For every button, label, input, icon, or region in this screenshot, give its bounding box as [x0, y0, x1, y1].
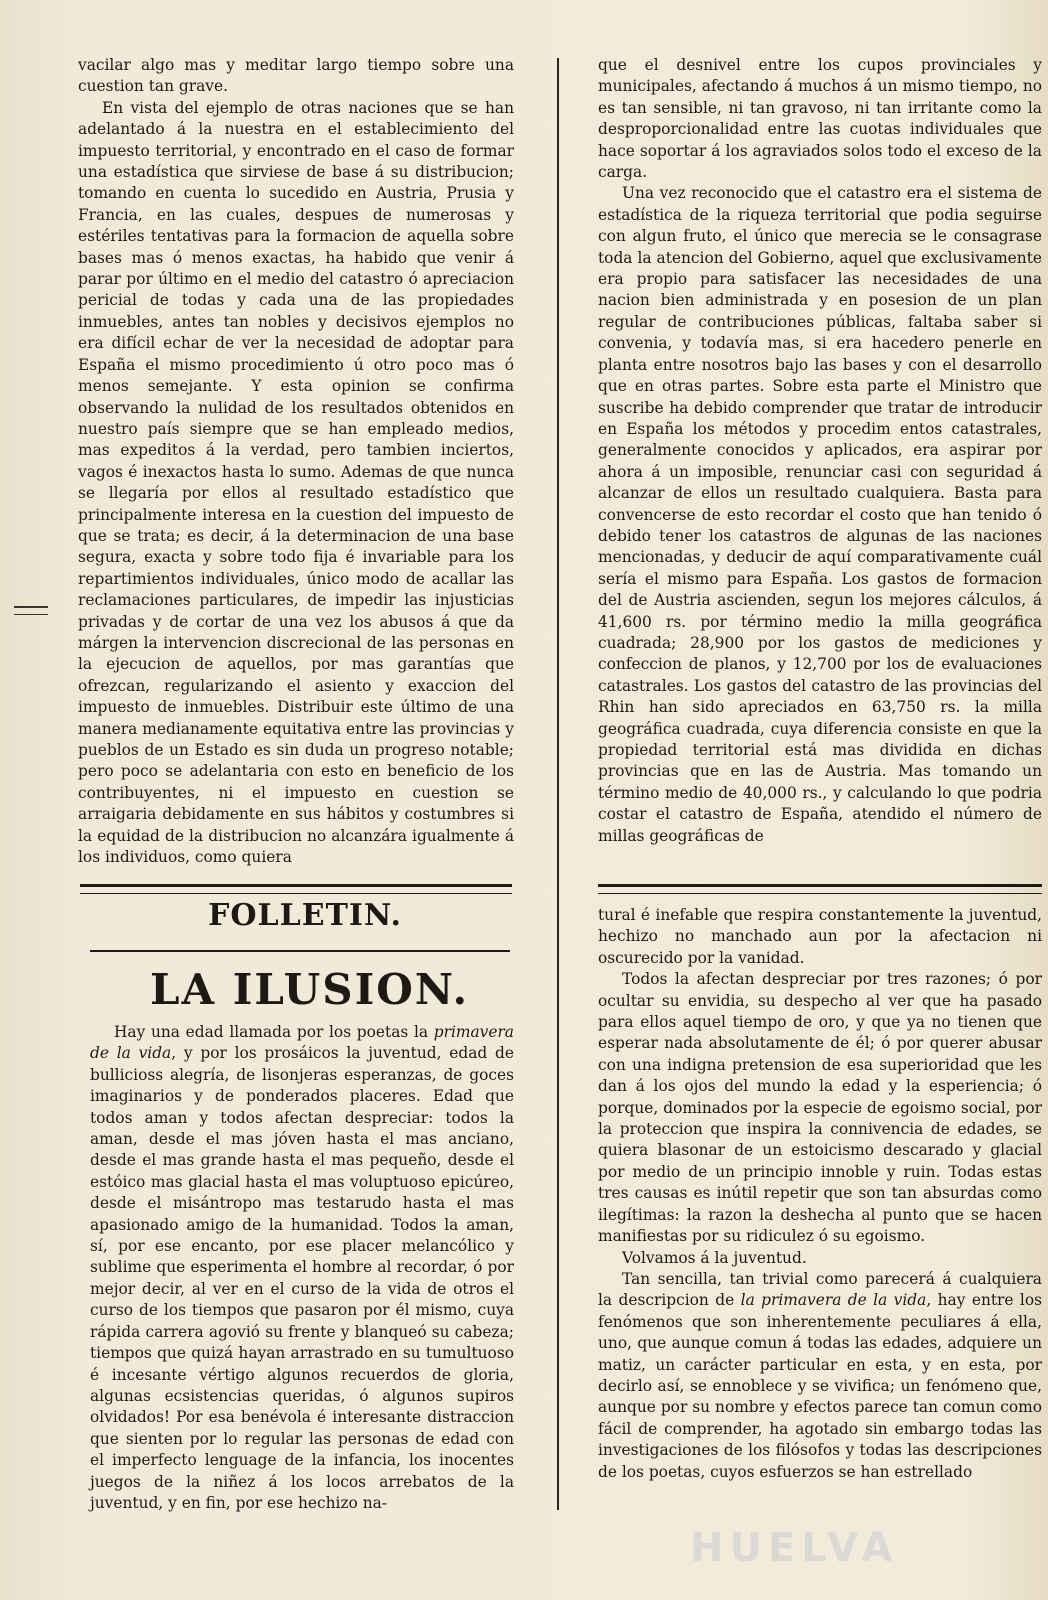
left-column-bottom [90, 1022, 514, 1514]
paragraph: que el desnivel entre los cupos provinciales y municipales, afectando á muchos á un mismo tiempo, no es tan sensible, ni tan gravoso, ni tan irritante como la desproporcionalidad entre las cuotas individuales que hace soportar á los agraviados solos todo el exceso de la carga. [598, 56, 1042, 182]
paragraph: En vista del ejemplo de otras naciones que se han adelantado á la nuestra en el establecimiento del impuesto territorial, y encontrado en el caso de formar una estadística que sirviese de base á su distribucion; tomando en cuenta lo sucedido en Austria, Prusia y Francia, en las cuales, despues de numerosas y estériles tentativas para la formacion de aquella sobre bases mas ó menos exactas, ha habido que venir á parar por último en el medio del catastro ó apreciacion pericial de todas y cada una de las propiedades inmuebles, antes tan nobles y decisivos ejemplos no era difícil echar de ver la necesidad de adoptar para España el mismo procedimiento ú otro poco mas ó menos semejante. Y esta opinion se confirma observando la nulidad de los resultados obtenidos en nuestro país siempre que se han empleado medios, mas expeditos á la verdad, pero tambien inciertos, vagos é inexactos hasta lo sumo. Ademas de que nunca se llegaría por ellos al resultado estadístico que principalmente interesa en la cuestion del impuesto de que se trata; es decir, á la determinacion de una base segura, exacta y sobre todo fija é invariable para los repartimientos individuales, único modo de acallar las reclamaciones particulares, de impedir las injusticias privadas y de cortar de una vez los abusos á que da márgen la intervencion discrecional de las personas en la ejecucion de aquellos, por mas garantías que ofrezcan, regularizando el asiento y exaccion del impuesto de inmuebles. Distribuir este último de una manera medianamente equitativa entre las provincias y pueblos de un Estado es sin duda un progreso notable; pero poco se adelantaria con esto en beneficio de los contribuyentes, ni el impuesto en cuestion se arraigaria debidamente en sus hábitos y costumbres si la equidad de la distribucion no alcanzára igualmente á los individuos, como quiera [78, 98, 514, 867]
article-title: LA ILUSION. [150, 965, 470, 1014]
paragraph: Una vez reconocido que el catastro era el sistema de estadística de la riqueza territorial que podia seguirse con algun fruto, el único que merecia se le consagrase toda la atencion del Gobierno, aquel que exclusivamente era propio para satisfacer las necesidades de una nacion bien administrada y en posesion de un plan regular de contribuciones públicas, faltaba saber si convenia, y todavía mas, si era hacedero penerle en planta entre nosotros bajo las bases y con el desarrollo que en otras partes. Sobre esta parte el Ministro que suscribe ha debido comprender que tratar de introducir en España los métodos y procedim entos catastrales, generalmente conocidos y aplicados, era aspirar por ahora á un imposible, renunciar casi con seguridad á alcanzar de ellos un resultado cualquiera. Basta para convencerse de esto recordar el costo que han tenido ó debido tener los catastros de algunas de las naciones mencionadas, y deducir de aquí comparativamente cuál sería el mismo para España. Los gastos de formacion del de Austria ascienden, segun los mejores cálculos, á 41,600 rs. por término medio la milla geográfica cuadrada; 28,900 por los gastos de mediciones y confeccion de planos, y 12,700 por los de evaluaciones catastrales. Los gastos del catastro de las provincias del Rhin han sido apreciados en 63,750 rs. la milla geográfica cuadrada, cuya diferencia consiste en que la propiedad territorial está mas dividida en dichas provincias que en las de Austria. Mas tomando un término medio de 40,000 rs., y calculando lo que podria costar el catastro de España, atendido el número de millas geográficas de [598, 184, 1042, 845]
paragraph [90, 1022, 514, 1514]
banner-rule [90, 950, 510, 952]
section-separator [80, 884, 512, 894]
paragraph-text: , y por los prosáicos la juventud, edad de bullicioss alegría, de lisonjeras esperanzas, de goces imaginarios y de ponderados placeres. Edad que todos aman y todos afectan despreciar: todos la aman, desde el mas jóven hasta el mas anciano, desde el mas grande hasta el mas pequeño, desde el estóico mas glacial hasta el mas voluptuoso epicúreo, desde el misántropo mas testarudo hasta el mas apasionado amigo de la humanidad. Todos la aman, sí, por ese encanto, por ese placer melancólico y sublime que esperimenta el hombre al recordar, ó por mejor decir, al ver en el curso de la vida de otros el curso de los tiempos que pasaron por él mismo, cuya rápida carrera agovió su frente y blanqueó su cabeza; tiempos que quizá hayan arrastrado en su tumultuoso é incesante vértigo algunos recuerdos de gloria, algunas ecsistencias queridas, ó algunos supiros olvidados! Por esa benévola é interesante distraccion que sienten por lo regular las personas de edad con el imperfecto lenguage de la infancia, los inocentes juegos de la niñez á los locos arrebatos de la juventud, y en fin, por ese hechizo na- [90, 1044, 514, 1512]
paragraph: Todos la afectan despreciar por tres razones; ó por ocultar su envidia, su despecho al ver que ha pasado para ellos aquel tiempo de oro, y que ya no tienen que esperar nada absolutamente de él; ó por querer abusar con una indigna pretension de esa superioridad que les dan á los ojos del mundo la edad y la esperiencia; ó porque, dominados por la especie de egoismo social, por la proteccion que inspira la connivencia de edades, se quiera blasonar de un estoicismo descarado y glacial por medio de un principio innoble y ruin. Todas estas tres causas es inútil repetir que son tan absurdas como ilegítimas: la razon la deshecha al punto que se hacen manifiestas por su ridiculez ó su egoismo. [598, 970, 1042, 1246]
section-separator [598, 884, 1042, 894]
library-watermark: HUELVA [690, 1525, 899, 1571]
paragraph-text: , hay entre los fenómenos que son inherentemente peculiares á ella, uno, que aunque comun á todas las edades, adquiere un matiz, un carácter particular en esta, y en esta, por decirlo así, se ennoblece y se vivifica; un fenómeno que, aunque por su nombre y efectos parece tan comun como fácil de comprender, ha agotado sin embargo todas las investigaciones de los filósofos y todas las descripciones de los poetas, cuyos esfuerzos se han estrellado [598, 1291, 1043, 1481]
margin-mark [14, 606, 48, 615]
right-column-top [598, 55, 1042, 847]
paragraph-text: Hay una edad llamada por los poetas la [114, 1023, 434, 1041]
left-column-top [78, 55, 514, 868]
italic-phrase: primavera de la vida [90, 1023, 514, 1063]
folletin-banner: FOLLETIN. [208, 898, 402, 933]
paragraph [598, 1269, 1042, 1483]
italic-phrase: la primavera de la vida [740, 1291, 927, 1310]
right-column-bottom [598, 905, 1042, 1483]
paragraph-text: Tan sencilla, tan trivial como parecerá á cualquiera la descripcion de [598, 1269, 1042, 1310]
paragraph: Volvamos á la juventud. [622, 1248, 807, 1267]
column-divider [557, 58, 559, 1510]
paragraph: vacilar algo mas y meditar largo tiempo sobre una cuestion tan grave. [78, 56, 514, 96]
paragraph: tural é inefable que respira constantemente la juventud, hechizo no manchado aun por la afectacion ni oscurecido por la vanidad. [598, 906, 1042, 967]
